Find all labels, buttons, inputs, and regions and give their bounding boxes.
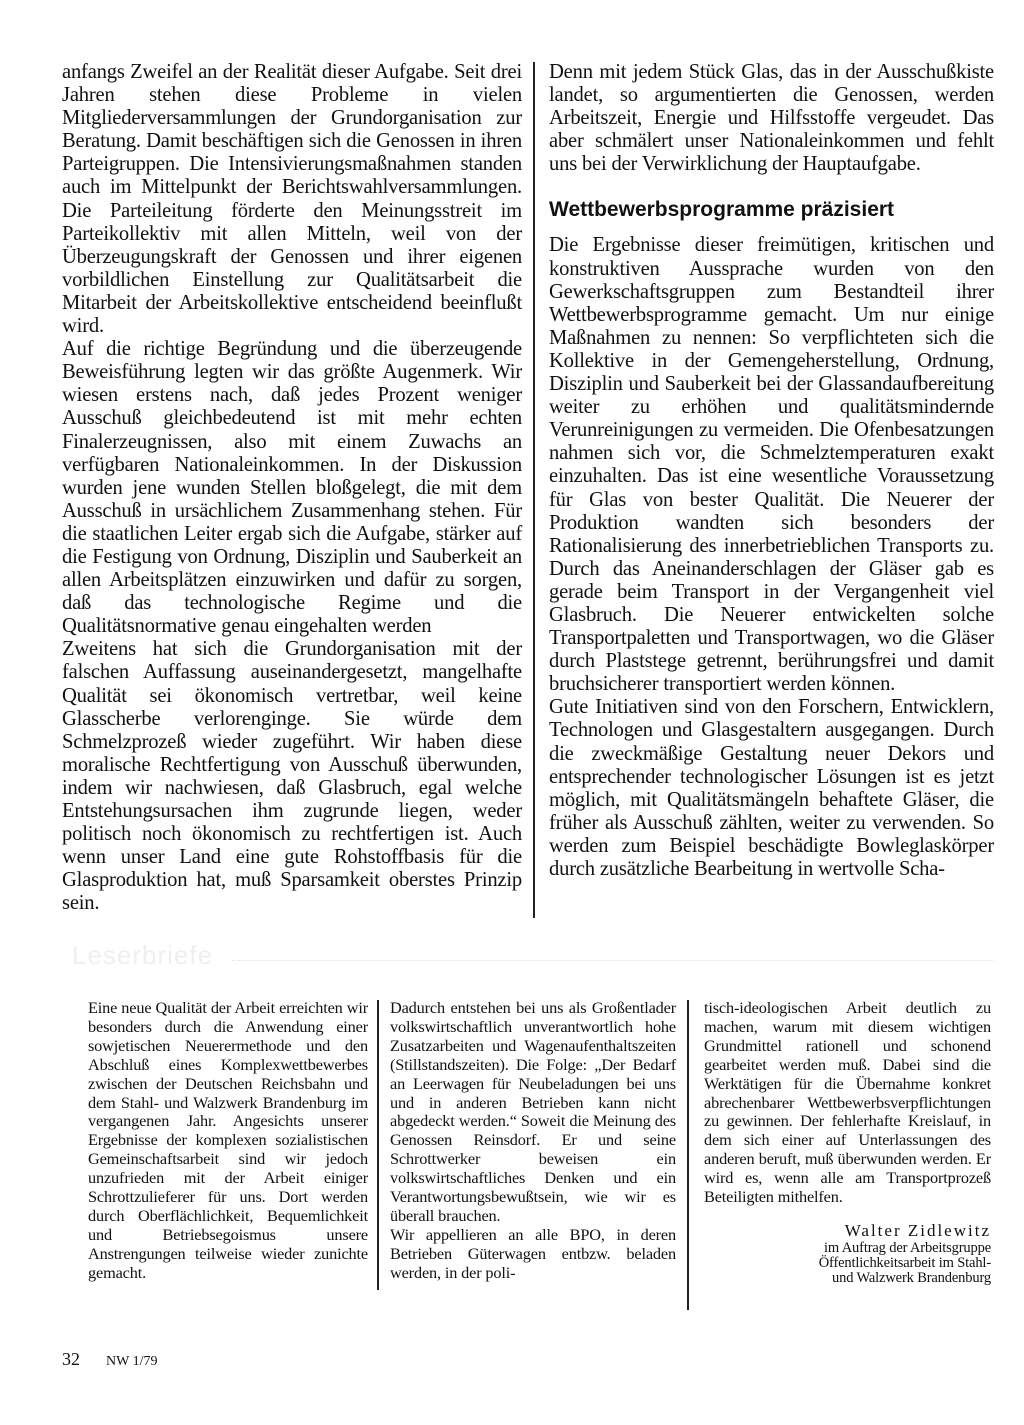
article-left-column bbox=[62, 61, 522, 915]
letter-paragraph: Wir appellieren an alle BPO, in deren Betrieben Güterwagen entbzw. beladen werden, in der poli- bbox=[390, 1224, 676, 1282]
letter-column-3 bbox=[704, 999, 991, 1286]
article-paragraph: Gute Initiativen sind von den Forschern, Entwicklern, Technologen und Glasgestaltern ausgegangen. Durch die zweckmäßige Gestaltung neuer Dekors und entsprechender technologischer Lösungen ist es jetzt möglich, mit Qualitätsmängeln behaftete Gläser, die früher als Ausschuß zählten, weiter zu verwenden. So werden zum Beispiel beschädigte Bowleglaskörper durch zusätzliche Bearbeitung in wertvolle Scha- bbox=[549, 696, 994, 880]
letter-column-2 bbox=[390, 999, 676, 1283]
signature-role-line: im Auftrag der Arbeitsgruppe bbox=[824, 1239, 991, 1256]
signature-role-line: Öffentlichkeitsarbeit im Stahl- bbox=[818, 1254, 991, 1271]
letter-signature bbox=[704, 1221, 991, 1286]
letter-paragraph: Dadurch entstehen bei uns als Großentlader volkswirtschaftlich unverantwortlich hohe Zusatzarbeiten und Wagenaufenthaltszeiten (Stillstandszeiten). Die Folge: „Der Bedarf an Leerwagen für Neubeladungen bei uns und in anderen Betrieben kann nicht abgedeckt werden.“ Soweit die Meinung des Genossen Reinsdorf. Er und seine Schrottwerker beweisen ein volkswirtschaftliches Denken und ein Verantwortungsbewußtsein, wie wir es überall brauchen. bbox=[390, 998, 676, 1225]
article-right-column bbox=[549, 61, 994, 881]
column-divider bbox=[687, 1000, 689, 1310]
issue-label: NW 1/79 bbox=[106, 1354, 158, 1369]
article-paragraph: anfangs Zweifel an der Realität dieser Aufgabe. Seit drei Jahren stehen diese Probleme in vielen Mitgliederversammlungen der Grundorganisation zur Beratung. Damit beschäftigen sich die Genossen in ihren Parteigruppen. Die Intensivierungsmaßnahmen standen auch im Mittelpunkt der Berichtswahlversammlungen. Die Parteileitung förderte den Meinungsstreit im Parteikollektiv mit allen Mitteln, weil von der Überzeugungskraft der Genossen und ihrer eigenen vorbildlichen Einstellung zur Qualitätsarbeit die Mitarbeit der Arbeitskollektive entscheidend beeinflußt wird. bbox=[62, 61, 522, 338]
page-footer bbox=[62, 1349, 157, 1370]
column-divider bbox=[377, 1000, 379, 1290]
article-paragraph: Zweitens hat sich die Grundorganisation mit der falschen Auffassung auseinandergesetzt, mangelhafte Qualität sei ökonomisch vertretbar, weil keine Glasscherbe verlorenginge. Sie würde dem Schmelzprozeß wieder zugeführt. Wir haben diese moralische Rechtfertigung von Ausschuß überwunden, indem wir nachwiesen, daß Glasbruch, egal welche Entstehungsursachen ihm zugrunde liegen, weder politisch noch ökonomisch zu rechtfertigen ist. Auch wenn unser Land eine gute Rohstoffbasis für die Glasproduktion hat, muß Sparsamkeit oberstes Prinzip sein. bbox=[62, 638, 522, 915]
letter-paragraph: Eine neue Qualität der Arbeit erreichten wir besonders durch die Anwendung einer sowjetischen Neuerermethode und den Abschluß eines Komplexwettbewerbes zwischen der Deutschen Reichsbahn und dem Stahl- und Walzwerk Brandenburg im vergangenen Jahr. Angesichts unserer Ergebnisse der komplexen sozialistischen Gemeinschaftsarbeit sind wir jedoch unzufrieden mit der Arbeit einiger Schrottzulieferer für uns. Dort werden durch Oberflächlichkeit, Bequemlichkeit und Betriebsegoismus unsere Anstrengungen teilweise wieder zunichte gemacht. bbox=[88, 998, 368, 1282]
section-label-leserbriefe: Leserbriefe bbox=[72, 940, 214, 970]
signature-name: Walter Zidlewitz bbox=[844, 1220, 991, 1240]
article-paragraph: Denn mit jedem Stück Glas, das in der Ausschußkiste landet, so argumentierten die Genossen, werden Arbeitszeit, Energie und Hilfsstoffe vergeudet. Das aber schmälert unser Nationaleinkommen und fehlt uns bei der Verwirklichung der Hauptaufgabe. bbox=[549, 61, 994, 176]
page-number: 32 bbox=[62, 1349, 80, 1369]
article-paragraph: Auf die richtige Begründung und die überzeugende Beweisführung legten wir das größte Augenmerk. Wir wiesen erstens nach, daß jedes Prozent weniger Ausschuß gleichbedeutend ist mit mehr echten Finalerzeugnissen, also mit einem Zuwachs an verfügbaren Nationaleinkommen. In der Diskussion wurden jene wunden Stellen bloßgelegt, die mit dem Ausschuß in ursächlichem Zusammenhang stehen. Für die staatlichen Leiter ergab sich die Aufgabe, stärker auf die Festigung von Ordnung, Disziplin und Sauberkeit an allen Arbeitsplätzen einzuwirken und dafür zu sorgen, daß das technologische Regime und die Qualitätsnormative genau eingehalten werden bbox=[62, 338, 522, 638]
signature-role-line: und Walzwerk Brandenburg bbox=[832, 1269, 991, 1286]
article-paragraph: Die Ergebnisse dieser freimütigen, kritischen und konstruktiven Aussprache wurden von den Gewerkschaftsgruppen zum Bestandteil ihrer Wettbewerbsprogramme gemacht. Um nur einige Maßnahmen zu nennen: So verpflichteten sich die Kollektive in der Gemengeherstellung, Ordnung, Disziplin und Sauberkeit bei der Glassandaufbereitung weiter zu erhöhen und qualitätsmindernde Verunreinigungen zu vermeiden. Die Ofenbesatzungen nahmen sich vor, die Schmelztemperaturen exakt einzuhalten. Das ist eine wesentliche Voraussetzung für Glas von bester Qualität. Die Neuerer der Produktion wandten sich besonders der Rationalisierung des innerbetrieblichen Transports zu. Durch das Aneinanderschlagen der Gläser gab es gerade beim Transport in der Vergangenheit viel Glasbruch. Die Neuerer entwickelten solche Transportpaletten und Transportwagen, wo die Gläser durch Plaststege getrennt, berührungsfrei und damit bruchsicherer transportiert werden können. bbox=[549, 234, 994, 696]
letter-column-1 bbox=[88, 999, 368, 1283]
column-divider bbox=[533, 62, 535, 918]
section-heading: Wettbewerbsprogramme präzisiert bbox=[549, 198, 895, 222]
letter-paragraph: tisch-ideologischen Arbeit deutlich zu machen, warum mit diesem wichtigen Grundmittel rationell und schonend gearbeitet werden muß. Dabei sind die Werktätigen für die Übernahme konkret abrechenbarer Wettbewerbsverpflichtungen zu gewinnen. Der fehlerhafte Kreislauf, in dem sich einer auf Unterlassungen des anderen beruft, muß überwunden werden. Er wird es, wenn alle am Transportprozeß Beteiligten mithelfen. bbox=[704, 998, 991, 1207]
section-divider-line bbox=[232, 960, 994, 961]
